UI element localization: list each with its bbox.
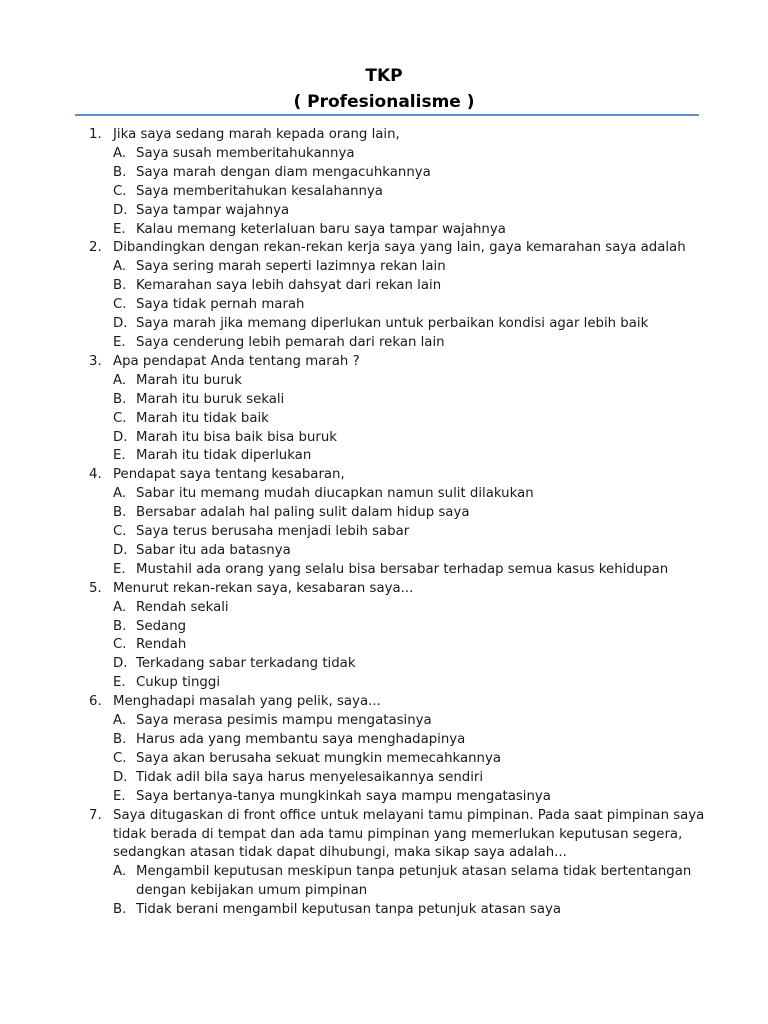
page-subtitle: ( Profesionalisme ): [293, 92, 475, 112]
answer-option: [0, 164, 768, 183]
question-item: [0, 239, 768, 352]
question-number: 5.: [89, 580, 102, 596]
answer-option: [0, 901, 768, 920]
answer-option: [0, 202, 768, 221]
question-text: Pendapat saya tentang kesabaran,: [113, 467, 345, 483]
question-text: Apa pendapat Anda tentang marah ?: [113, 353, 360, 369]
question-item: [0, 807, 768, 920]
option-letter: C.: [113, 410, 127, 426]
answer-option: [0, 542, 768, 561]
answer-option: [0, 145, 768, 164]
option-list: [0, 258, 768, 353]
option-text: Bersabar adalah hal paling sulit dalam hidup saya: [136, 505, 470, 521]
option-text: Tidak adil bila saya harus menyelesaikannya sendiri: [136, 769, 484, 785]
option-list: [0, 712, 768, 807]
option-letter: A.: [113, 864, 127, 880]
answer-option: [0, 183, 768, 202]
question-item: [0, 693, 768, 806]
question-text: Jika saya sedang marah kepada orang lain,: [113, 127, 400, 142]
option-text: Harus ada yang membantu saya menghadapinya: [136, 732, 466, 747]
answer-option: [0, 655, 768, 674]
option-text: Saya tampar wajahnya: [136, 202, 290, 218]
option-letter: C.: [113, 183, 127, 199]
question-number: 1.: [89, 127, 102, 142]
answer-option: [0, 788, 768, 807]
answer-option: [0, 504, 768, 523]
option-letter: C.: [113, 750, 127, 766]
question-item: [0, 126, 768, 239]
option-letter: D.: [113, 769, 128, 785]
option-letter: B.: [113, 391, 127, 407]
option-text: Saya cenderung lebih pemarah dari rekan lain: [136, 334, 445, 350]
answer-option: [0, 391, 768, 410]
question-text: Menghadapi masalah yang pelik, saya...: [113, 694, 381, 710]
answer-option: [0, 410, 768, 429]
question-number: 6.: [89, 694, 102, 710]
option-letter: C.: [113, 297, 127, 313]
option-text: Saya merasa pesimis mampu mengatasinya: [136, 713, 432, 729]
option-text: Marah itu buruk: [136, 372, 242, 388]
answer-option: [0, 674, 768, 693]
option-list: [0, 485, 768, 580]
option-text: Saya akan berusaha sekuat mungkin memecahkannya: [136, 750, 501, 766]
option-letter: A.: [113, 599, 127, 615]
question-item: [0, 466, 768, 579]
option-letter: B.: [113, 902, 127, 918]
answer-option: [0, 731, 768, 750]
option-text: Sedang: [136, 618, 187, 634]
option-letter: D.: [113, 429, 128, 445]
answer-option: [0, 296, 768, 315]
question-number: 4.: [89, 467, 102, 483]
answer-option: [0, 599, 768, 618]
option-text: Marah itu tidak baik: [136, 410, 269, 426]
question-item: [0, 353, 768, 466]
question-number: 7.: [89, 807, 102, 823]
option-letter: B.: [113, 164, 127, 180]
option-letter: E.: [113, 788, 126, 804]
answer-option: [0, 561, 768, 580]
option-text: Marah itu tidak diperlukan: [136, 448, 312, 464]
option-text: Saya memberitahukan kesalahannya: [136, 183, 383, 199]
option-text: Saya bertanya-tanya mungkinkah saya mampu mengatasinya: [136, 788, 551, 804]
option-text: Mengambil keputusan meskipun tanpa petunjuk atasan selama tidak bertentangan dengan kebijakan umum pimpinan: [136, 864, 692, 899]
option-text: Saya terus berusaha menjadi lebih sabar: [136, 524, 410, 540]
answer-option: [0, 618, 768, 637]
option-letter: A.: [113, 486, 127, 502]
question-text: Saya ditugaskan di front office untuk melayani tamu pimpinan. Pada saat pimpinan saya tidak berada di tempat dan ada tamu pimpinan yang memerlukan keputusan segera, sedangkan atasan tidak dapat dihubungi, maka sikap saya adalah...: [113, 807, 705, 861]
option-list: [0, 372, 768, 467]
answer-option: [0, 221, 768, 240]
option-letter: A.: [113, 372, 127, 388]
option-text: Saya sering marah seperti lazimnya rekan lain: [136, 259, 446, 275]
option-list: [0, 599, 768, 694]
option-letter: B.: [113, 278, 127, 294]
answer-option: [0, 277, 768, 296]
option-text: Saya marah dengan diam mengacuhkannya: [136, 164, 431, 180]
answer-option: [0, 429, 768, 448]
option-text: Cukup tinggi: [136, 675, 221, 691]
option-text: Sabar itu memang mudah diucapkan namun sulit dilakukan: [136, 486, 534, 502]
option-letter: A.: [113, 713, 127, 729]
option-text: Tidak berani mengambil keputusan tanpa petunjuk atasan saya: [136, 902, 561, 918]
question-number: 2.: [89, 240, 102, 256]
option-letter: D.: [113, 656, 128, 672]
question-text: Dibandingkan dengan rekan-rekan kerja saya yang lain, gaya kemarahan saya adalah: [113, 240, 686, 256]
option-letter: B.: [113, 732, 127, 747]
answer-option: [0, 523, 768, 542]
option-letter: D.: [113, 542, 128, 558]
option-text: Rendah: [136, 637, 187, 653]
option-text: Marah itu buruk sekali: [136, 391, 285, 407]
answer-option: [0, 447, 768, 466]
answer-option: [0, 712, 768, 731]
option-letter: B.: [113, 505, 127, 521]
answer-option: [0, 258, 768, 277]
option-letter: C.: [113, 524, 127, 540]
option-text: Saya marah jika memang diperlukan untuk perbaikan kondisi agar lebih baik: [136, 316, 649, 332]
option-letter: E.: [113, 561, 126, 577]
option-letter: E.: [113, 448, 126, 464]
title-divider: [75, 114, 699, 116]
question-number: 3.: [89, 353, 102, 369]
option-letter: C.: [113, 637, 127, 653]
option-text: Saya tidak pernah marah: [136, 297, 305, 313]
option-text: Mustahil ada orang yang selalu bisa bersabar terhadap semua kasus kehidupan: [136, 561, 669, 577]
option-letter: E.: [113, 334, 126, 350]
answer-option: [0, 485, 768, 504]
answer-option: [0, 863, 768, 901]
option-text: Marah itu bisa baik bisa buruk: [136, 429, 337, 445]
option-letter: A.: [113, 145, 127, 161]
option-letter: E.: [113, 221, 126, 237]
question-item: [0, 580, 768, 693]
option-text: Rendah sekali: [136, 599, 229, 615]
option-text: Saya susah memberitahukannya: [136, 145, 355, 161]
option-text: Terkadang sabar terkadang tidak: [136, 656, 356, 672]
option-letter: D.: [113, 316, 128, 332]
option-text: Sabar itu ada batasnya: [136, 542, 291, 558]
answer-option: [0, 372, 768, 391]
option-letter: D.: [113, 202, 128, 218]
option-letter: E.: [113, 675, 126, 691]
option-list: [0, 863, 768, 920]
option-letter: B.: [113, 618, 127, 634]
page-title: TKP: [365, 66, 403, 86]
answer-option: [0, 334, 768, 353]
question-text: Menurut rekan-rekan saya, kesabaran saya...: [113, 580, 414, 596]
option-text: Kemarahan saya lebih dahsyat dari rekan lain: [136, 278, 442, 294]
option-list: [0, 145, 768, 240]
option-text: Kalau memang keterlaluan baru saya tampar wajahnya: [136, 221, 506, 237]
option-letter: A.: [113, 259, 127, 275]
answer-option: [0, 750, 768, 769]
answer-option: [0, 636, 768, 655]
answer-option: [0, 315, 768, 334]
question-list: [0, 126, 768, 920]
answer-option: [0, 769, 768, 788]
